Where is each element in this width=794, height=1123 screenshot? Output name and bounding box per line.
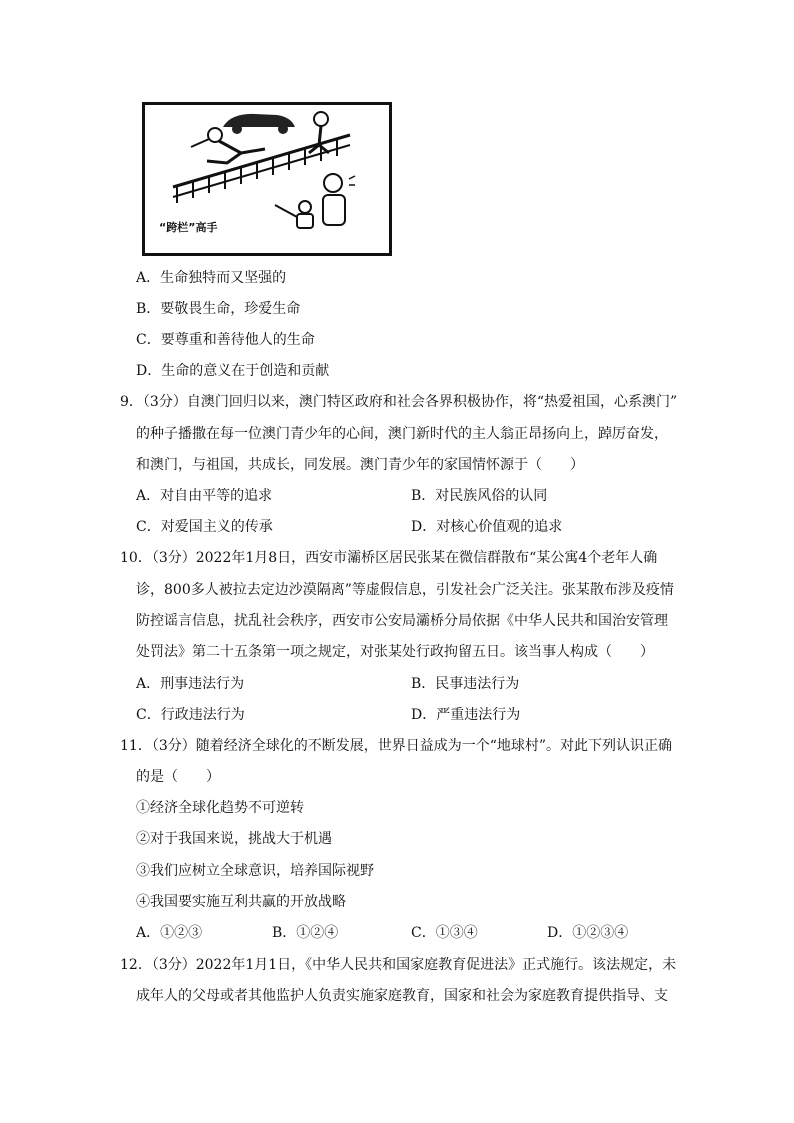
- q11-option-c: C．①③④: [411, 925, 478, 941]
- q11-statement-1: ①经济全球化趋势不可逆转: [136, 800, 304, 816]
- q8-option-c: C．要尊重和善待他人的生命: [136, 332, 315, 348]
- q9-option-b: B．对民族风俗的认同: [411, 488, 548, 504]
- q10-stem-line-1: 10．（3分）2022年1月8日，西安市灞桥区居民张某在微信群散布“某公寓4个老年人确: [120, 550, 658, 566]
- q8-option-d: D．生命的意义在于创造和贡献: [136, 363, 330, 379]
- q9-option-a: A．对自由平等的追求: [136, 488, 273, 504]
- figure-caption: “跨栏”高手: [159, 221, 218, 234]
- q9-stem-line-3: 和澳门，与祖国，共成长，同发展。澳门青少年的家国情怀源于（ ）: [136, 457, 584, 473]
- q11-option-b: B．①②④: [272, 925, 339, 941]
- q10-option-d: D．严重违法行为: [411, 707, 521, 723]
- q9-option-d: D．对核心价值观的追求: [411, 519, 563, 535]
- q8-option-b: B．要敬畏生命，珍爱生命: [136, 301, 301, 317]
- q12-stem-line-2: 成年人的父母或者其他监护人负责实施家庭教育，国家和社会为家庭教育提供指导、支: [136, 988, 668, 1004]
- q10-option-a: A．刑事违法行为: [136, 676, 245, 692]
- cartoon-figure: [142, 102, 392, 256]
- q10-option-c: C．行政违法行为: [136, 707, 245, 723]
- q9-stem-line-1: 9．（3分）自澳门回归以来，澳门特区政府和社会各界积极协作，将“热爱祖国，心系澳门”: [120, 394, 678, 410]
- q12-stem-line-1: 12．（3分）2022年1月1日，《中华人民共和国家庭教育促进法》正式施行。该法规定，未: [120, 957, 677, 973]
- q11-stem-line-2: 的是（ ）: [136, 769, 220, 785]
- q9-stem-line-2: 的种子播撒在每一位澳门青少年的心间，澳门新时代的主人翁正昂扬向上，踔厉奋发，: [136, 426, 668, 442]
- q11-statement-3: ③我们应树立全球意识，培养国际视野: [136, 863, 374, 879]
- q10-stem-line-3: 防控谣言信息，扰乱社会秩序，西安市公安局灞桥分局依据《中华人民共和国治安管理: [136, 613, 668, 629]
- q9-option-c: C．对爱国主义的传承: [136, 519, 273, 535]
- q11-statement-4: ④我国要实施互利共赢的开放战略: [136, 894, 346, 910]
- q11-option-d: D．①②③④: [547, 925, 629, 941]
- q10-stem-line-2: 诊，800多人被拉去定边沙漠隔离”等虚假信息，引发社会广泛关注。张某散布涉及疫情: [136, 582, 674, 598]
- q11-stem-line-1: 11．（3分）随着经济全球化的不断发展，世界日益成为一个“地球村”。对此下列认识正确: [120, 738, 673, 754]
- q11-option-a: A．①②③: [136, 925, 203, 941]
- q8-option-a: A．生命独特而又坚强的: [136, 270, 287, 286]
- q11-statement-2: ②对于我国来说，挑战大于机遇: [136, 831, 332, 847]
- q10-option-b: B．民事违法行为: [411, 676, 520, 692]
- q10-stem-line-4: 处罚法》第二十五条第一项之规定，对张某处行政拘留五日。该当事人构成（ ）: [136, 644, 654, 660]
